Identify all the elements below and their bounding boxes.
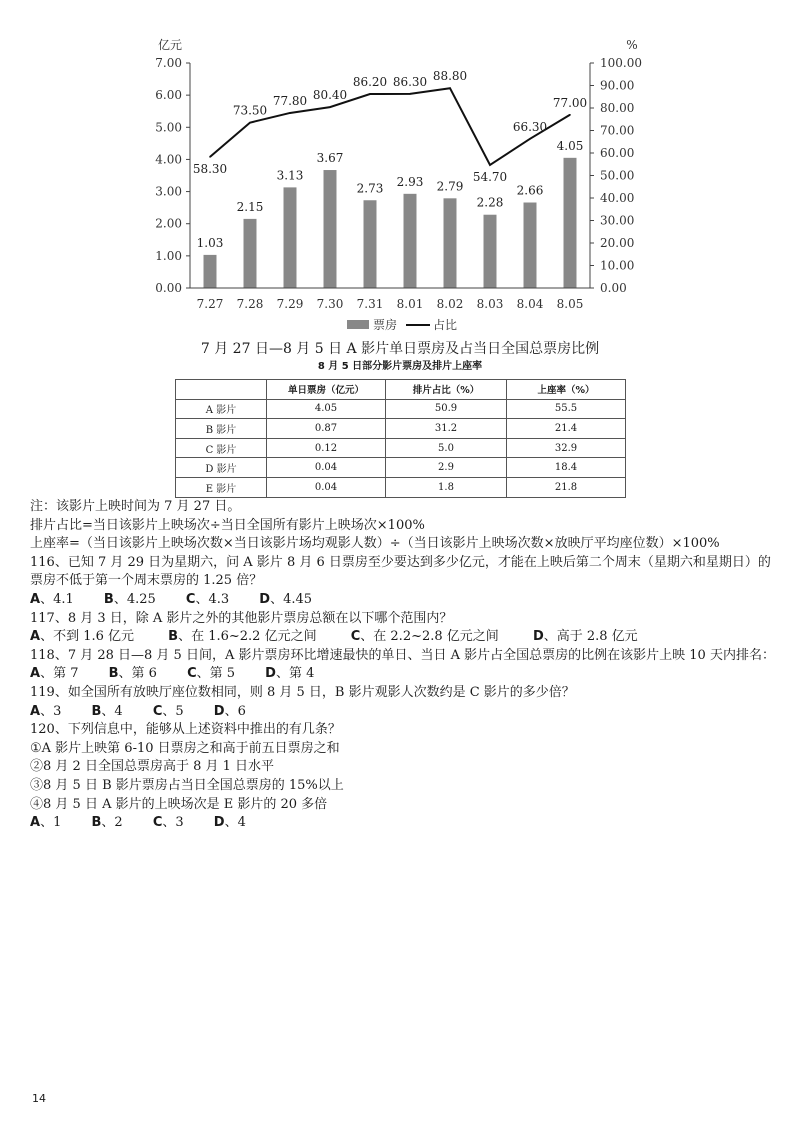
- line-data-label: 54.70: [472, 169, 508, 184]
- x-tick-label: 7.31: [356, 297, 384, 311]
- option[interactable]: A、第 7: [30, 666, 79, 682]
- table-cell: 5.0: [386, 438, 507, 458]
- line-data-label: 66.30: [512, 119, 548, 134]
- line-point: [489, 164, 491, 166]
- bar: [484, 215, 497, 288]
- question-stem: 120、下列信息中，能够从上述资料中推出的有几条？: [30, 722, 341, 738]
- right-tick-label: 10.00: [600, 258, 635, 273]
- line-point: [209, 156, 211, 158]
- bar: [324, 170, 337, 288]
- legend-line-label: 占比: [433, 318, 458, 332]
- line-point: [289, 112, 291, 114]
- table-cell: 21.8: [507, 477, 626, 497]
- line-data-label: 58.30: [192, 161, 228, 176]
- question-stem: 116、已知 7 月 29 日为星期六，问 A 影片 8 月 6 日票房至少要达到多少亿元，才能在上映后第二个周末（星期六和星期日）的票房不低于第一个周末票房的 1.25 倍？: [30, 554, 771, 589]
- table-cell: 18.4: [507, 458, 626, 478]
- bar-data-label: 2.73: [356, 181, 384, 196]
- bar-data-label: 2.15: [236, 199, 264, 214]
- bar: [244, 219, 257, 288]
- table-cell: 55.5: [507, 399, 626, 419]
- bar: [524, 203, 537, 289]
- line-point: [249, 122, 251, 124]
- option[interactable]: B、4.25: [103, 591, 156, 607]
- right-tick-label: 80.00: [600, 101, 635, 115]
- table-header-cell: [176, 380, 267, 400]
- bar: [364, 200, 377, 288]
- option-row: [30, 703, 780, 722]
- option-row: [30, 814, 780, 833]
- table-header-cell: 单日票房（亿元）: [267, 380, 386, 400]
- table-row: [176, 399, 626, 419]
- bar-data-label: 2.66: [516, 183, 544, 198]
- x-tick-label: 8.04: [516, 297, 544, 311]
- statement-item: ②8 月 2 日全国总票房高于 8 月 1 日水平: [30, 759, 275, 775]
- note-line: 注：该影片上映时间为 7 月 27 日。: [30, 499, 241, 514]
- right-tick-label: 50.00: [600, 168, 635, 183]
- table-row: [176, 477, 626, 497]
- table-cell: D 影片: [176, 458, 267, 478]
- right-tick-label: 100.00: [600, 56, 642, 70]
- table-cell: 1.8: [386, 477, 507, 497]
- table-row: [176, 458, 626, 478]
- right-tick-label: 20.00: [600, 236, 635, 250]
- x-tick-label: 8.02: [436, 297, 464, 311]
- left-tick-label: 1.00: [155, 248, 182, 263]
- option[interactable]: D、4.45: [259, 591, 313, 607]
- line-point: [449, 87, 451, 89]
- table-cell: 0.12: [267, 438, 386, 458]
- line-data-label: 88.80: [432, 69, 468, 84]
- bar: [204, 255, 217, 288]
- x-tick-label: 7.28: [236, 297, 264, 311]
- option[interactable]: B、在 1.6~2.2 亿元之间: [168, 629, 317, 645]
- option[interactable]: C、4.3: [185, 591, 230, 607]
- x-tick-label: 8.01: [396, 297, 424, 311]
- table-cell: 4.05: [267, 399, 386, 419]
- table-cell: 0.04: [267, 477, 386, 497]
- left-tick-label: 7.00: [155, 56, 182, 70]
- table-cell: 31.2: [386, 419, 507, 439]
- line-data-label: 73.50: [232, 103, 268, 118]
- option[interactable]: D、高于 2.8 亿元: [532, 629, 638, 645]
- question-stem: 117、8 月 3 日，除 A 影片之外的其他影片票房总额在以下哪个范围内？: [30, 610, 453, 626]
- right-tick-label: 40.00: [600, 191, 635, 205]
- question-stem: 118、7 月 28 日—8 月 5 日间，A 影片票房环比增速最快的单日、当日 A 影片占全国总票房的比例在该影片上映 10 天内排名：: [30, 647, 775, 663]
- option[interactable]: C、3: [152, 815, 184, 831]
- line-point: [569, 114, 571, 116]
- table-cell: 0.04: [267, 458, 386, 478]
- option[interactable]: D、6: [213, 703, 246, 719]
- line-data-label: 86.30: [392, 74, 428, 89]
- table-cell: B 影片: [176, 419, 267, 439]
- table-cell: C 影片: [176, 438, 267, 458]
- bar: [444, 198, 457, 288]
- right-tick-label: 60.00: [600, 146, 635, 160]
- option[interactable]: A、4.1: [30, 591, 74, 607]
- line-point: [329, 106, 331, 108]
- legend-bar-swatch: [347, 320, 369, 329]
- bar-data-label: 4.05: [556, 138, 584, 153]
- option[interactable]: A、3: [30, 703, 62, 719]
- option[interactable]: C、5: [152, 703, 184, 719]
- table-header-row: [176, 380, 626, 400]
- bar: [564, 158, 577, 288]
- option[interactable]: B、第 6: [108, 666, 157, 682]
- right-tick-label: 30.00: [600, 213, 635, 228]
- table-cell: 50.9: [386, 399, 507, 419]
- note-line: 排片占比=当日该影片上映场次÷当日全国所有影片上映场次×100%: [30, 517, 425, 533]
- option[interactable]: B、4: [91, 703, 123, 719]
- x-tick-label: 8.03: [476, 297, 504, 311]
- x-tick-label: 7.27: [196, 297, 224, 311]
- option-row: [30, 591, 780, 610]
- x-tick-label: 7.30: [316, 297, 344, 311]
- right-tick-label: 70.00: [600, 123, 635, 138]
- x-tick-label: 7.29: [276, 297, 304, 311]
- option[interactable]: C、第 5: [187, 666, 236, 682]
- box-office-table: [175, 379, 626, 498]
- option[interactable]: A、1: [30, 815, 62, 831]
- page-number: 14: [32, 1092, 46, 1105]
- bar-data-label: 2.28: [476, 195, 504, 210]
- option[interactable]: C、在 2.2~2.8 亿元之间: [350, 629, 499, 645]
- table-cell: A 影片: [176, 399, 267, 419]
- bar-data-label: 2.93: [396, 174, 424, 189]
- statement-item: ①A 影片上映第 6-10 日票房之和高于前五日票房之和: [30, 740, 340, 756]
- table-cell: 2.9: [386, 458, 507, 478]
- table-cell: 0.87: [267, 419, 386, 439]
- bar-data-label: 3.13: [276, 168, 304, 183]
- line-point: [529, 138, 531, 140]
- table-row: [176, 419, 626, 439]
- table-cell: 32.9: [507, 438, 626, 458]
- bar: [404, 194, 417, 288]
- table-row: [176, 438, 626, 458]
- table-cell: E 影片: [176, 477, 267, 497]
- left-tick-label: 3.00: [155, 184, 182, 199]
- option-row: [30, 628, 780, 647]
- left-tick-label: 2.00: [155, 216, 182, 231]
- line-data-label: 86.20: [352, 75, 388, 90]
- option[interactable]: D、第 4: [265, 666, 315, 682]
- right-axis-unit: %: [626, 38, 638, 52]
- line-point: [369, 93, 371, 95]
- question-stem: 119、如全国所有放映厅座位数相同，则 8 月 5 日，B 影片观影人次数约是 C 影片的多少倍？: [30, 684, 575, 700]
- table-header-cell: 排片占比（%）: [386, 380, 507, 400]
- right-tick-label: 90.00: [600, 78, 635, 93]
- statement-item: ③8 月 5 日 B 影片票房占当日全国总票房的 15%以上: [30, 777, 344, 793]
- right-tick-label: 0.00: [600, 281, 627, 295]
- bar-data-label: 3.67: [316, 151, 344, 166]
- line-data-label: 77.80: [272, 93, 308, 108]
- option[interactable]: D、4: [213, 815, 246, 831]
- question-body: [30, 498, 780, 833]
- note-line: 上座率=（当日该影片上映场次数×当日该影片场均观影人数）÷（当日该影片上映场次数×放映厅平均座位数）×100%: [30, 536, 720, 552]
- table-cell: 21.4: [507, 419, 626, 439]
- line-data-label: 77.00: [552, 95, 588, 110]
- table-title: 8 月 5 日部分影片票房及排片上座率: [317, 361, 483, 372]
- x-tick-label: 8.05: [556, 297, 584, 311]
- combo-chart: [0, 0, 800, 340]
- option[interactable]: A、不到 1.6 亿元: [30, 629, 135, 645]
- option[interactable]: B、2: [91, 815, 123, 831]
- legend-bar-label: 票房: [373, 318, 398, 332]
- bar-data-label: 1.03: [196, 235, 224, 250]
- left-tick-label: 6.00: [155, 88, 182, 103]
- line-data-label: 80.40: [312, 88, 348, 103]
- option-row: [30, 665, 780, 684]
- left-tick-label: 0.00: [155, 281, 182, 295]
- left-axis-unit: 亿元: [157, 38, 183, 52]
- table-header-cell: 上座率（%）: [507, 380, 626, 400]
- bar-data-label: 2.79: [436, 179, 464, 194]
- chart-title: 7 月 27 日—8 月 5 日 A 影片单日票房及占当日全国总票房比例: [200, 341, 600, 357]
- left-tick-label: 5.00: [155, 120, 182, 135]
- left-tick-label: 4.00: [155, 152, 182, 167]
- line-point: [409, 93, 411, 95]
- bar: [284, 187, 297, 288]
- statement-item: ④8 月 5 日 A 影片的上映场次是 E 影片的 20 多倍: [30, 796, 328, 812]
